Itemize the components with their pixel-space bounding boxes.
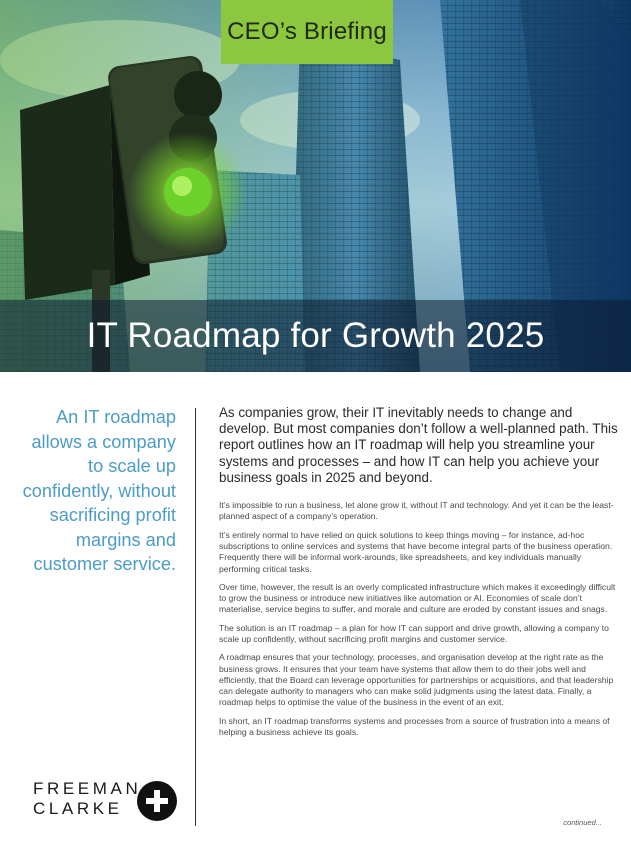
article-body: [219, 405, 619, 745]
lead-paragraph: As companies grow, their IT inevitably needs to change and develop. But most companies don’t follow a well-planned path. This report outlines how an IT roadmap will help you streamline your systems and processes – and how IT can help you achieve your business goals in 2025 and beyond.: [219, 405, 618, 485]
body-paragraph-2: It’s entirely normal to have relied on quick solutions to keep things moving – for instance, ad-hoc subscriptions to online services and systems that have become integral parts of the business operation. Frequently there will be informal work-arounds, like spreadsheets, and key individuals manually performing critical tasks.: [219, 529, 613, 574]
page-title: IT Roadmap for Growth 2025: [86, 316, 545, 355]
title-band: [0, 300, 631, 372]
plus-circle-icon: [137, 781, 177, 821]
body-paragraph-3: Over time, however, the result is an overly complicated infrastructure which makes it exceedingly difficult to grow the business or introduce new initiatives like automation or AI. Economies of scale don’t materialise, service begins to suffer, and morale and culture are eroded by constant issues and snags.: [219, 581, 616, 615]
logo-line-1: FREEMAN: [33, 779, 142, 798]
badge-label: CEO’s Briefing: [227, 18, 387, 45]
freeman-clarke-logo: [33, 779, 181, 825]
body-paragraph-6: In short, an IT roadmap transforms systems and processes from a source of frustration into a means of helping a business achieve its goals.: [219, 715, 610, 738]
logo-wordmark: [33, 779, 141, 819]
column-divider: [195, 408, 196, 826]
body-paragraph-4: The solution is an IT roadmap – a plan for how IT can support and drive growth, allowing a company to scale up confidently, without sacrificing profit margins and customer service.: [219, 622, 609, 644]
briefing-badge: [221, 0, 393, 64]
body-paragraph-5: A roadmap ensures that your technology, processes, and organisation develop at the right rate as the business grows. It ensures that your team have systems that allow them to do their jobs well and efficiently, that the Board can leverage opportunities for partnerships or acquisitions, and that leadership can delegate authority to managers who can make solid judgments using the latest data. Finally, a roadmap helps to optimise the value of the business in the event of an exit.: [219, 652, 614, 708]
hero-image: [0, 0, 631, 372]
logo-line-2: CLARKE: [33, 799, 123, 818]
continued-note: continued...: [563, 818, 602, 827]
body-paragraph-1: It’s impossible to run a business, let alone grow it, without IT and technology. And yet it can be the least-planned aspect of a company’s operation.: [219, 500, 614, 522]
pull-quote: An IT roadmap allows a company to scale up confidently, without sacrificing profit margins and customer service.: [22, 407, 176, 574]
